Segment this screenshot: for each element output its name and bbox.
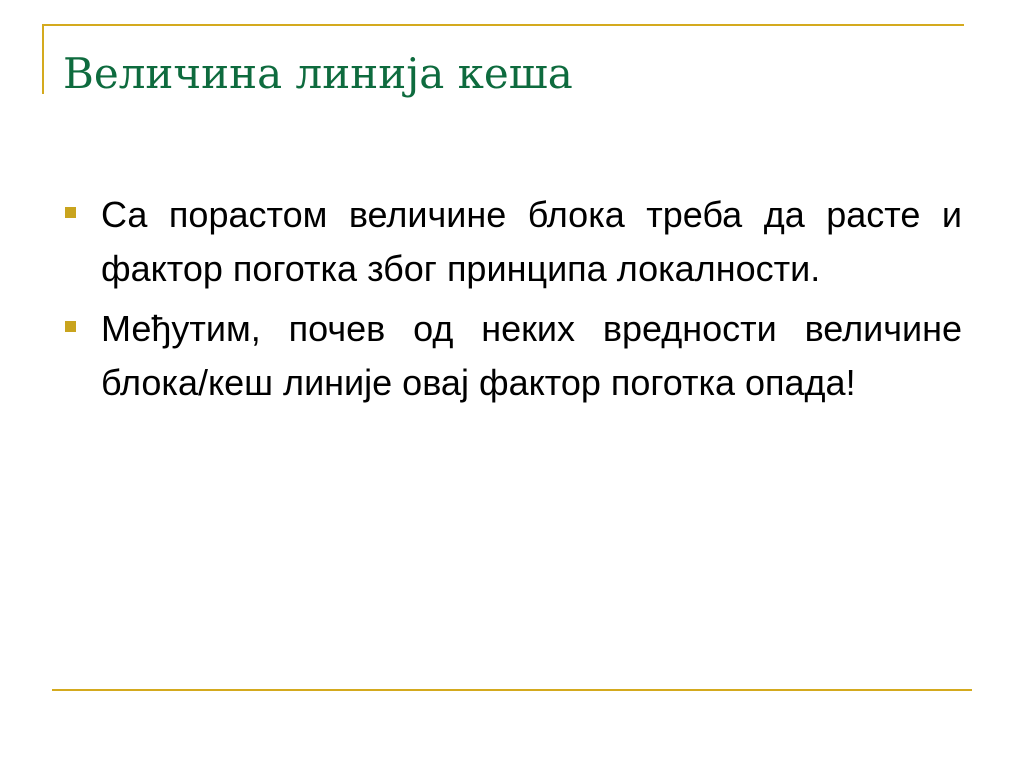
bullet-text: Међутим, почев од неких вредности величине блока/кеш линије овај фактор поготка опада!: [101, 308, 962, 403]
bullet-item: [64, 188, 962, 296]
square-bullet-icon: [65, 321, 76, 332]
frame-left-rule: [42, 24, 44, 94]
frame-top-rule: [42, 24, 964, 26]
bullet-item: [64, 302, 962, 410]
bullet-text: Са порастом величине блока треба да расте и фактор поготка због принципа локалности.: [101, 194, 962, 289]
frame-bottom-rule: [52, 689, 972, 691]
slide-title: Величина линија кеша: [63, 49, 573, 98]
square-bullet-icon: [65, 207, 76, 218]
bullet-list: [64, 188, 962, 416]
